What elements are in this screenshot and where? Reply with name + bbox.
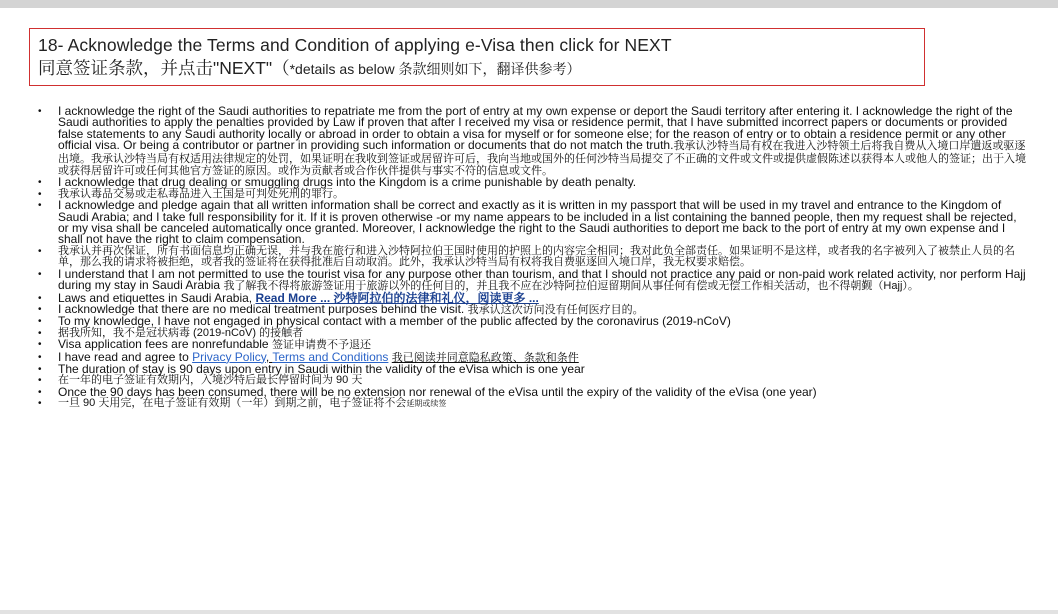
term-tourist-only-cn: 我了解我不得将旅游签证用于旅游以外的任何目的，并且我不应在沙特阿拉伯逗留期间从事任何有偿或无偿工作相关活动，也不得朝觐（Hajj）。	[223, 280, 919, 293]
step-title-box	[29, 28, 925, 86]
step-title-cn-main: 同意签证条款，并点击"NEXT"（	[38, 58, 290, 78]
term-fees-en: Visa application fees are nonrefundable	[58, 337, 269, 352]
term-agree-prefix: I have read and agree to	[58, 349, 193, 364]
term-extension-cn-small: 延期或续签	[406, 399, 447, 409]
term-fees-cn: 签证申请费不予退还	[271, 339, 371, 352]
terms-list	[38, 106, 1028, 410]
privacy-policy-link[interactable]: Privacy Policy	[192, 349, 266, 364]
term-repatriation	[38, 106, 1028, 177]
term-extension-cn	[38, 398, 1028, 409]
term-tourist-only	[38, 266, 1028, 293]
term-pledge-en: • I acknowledge and pledge again that all written information shall be correct and exactly as it is written in my passport that will be used in my travel and entrance to the Kingdom of Saudi Arabia; and I take full responsibility for it. If it is proven otherwise -or my name appears to be included in a list containing the banned people, then my request shall be rejected, or my visa shall be canceled automatically once granted. Moreover, I acknowledge the right to the Saudi authorities to deport me back to the port of entry at my own expense and I shall not have the right to claim compensation.	[38, 200, 1028, 246]
term-covid-en: • To my knowledge, I have not engaged in physical contact with a member of the public affected by the coronavirus (2019-nCoV)	[38, 316, 1028, 327]
step-title-cn	[38, 57, 924, 81]
top-band	[0, 0, 1058, 8]
bottom-band	[0, 610, 1058, 614]
term-extension-en: • Once the 90 days has been consumed, there will be no extension nor renewal of the eVisa until the expiry of the validity of the eVisa (one year)	[38, 387, 1028, 398]
term-duration-cn: • 在一年的电子签证有效期内，入境沙特后最长停留时间为 90 天	[38, 375, 1028, 386]
term-tourist-only-en: I understand that I am not permitted to use the tourist visa for any purpose other than tourism, and that I should not practice any paid or non-paid work related activity, nor perform Hajj during my stay in Saudi Arabia	[58, 266, 1026, 293]
term-medical-cn: 我承认这次访问没有任何医疗目的。	[467, 303, 644, 316]
term-drugs-cn: • 我承认毒品交易或走私毒品进入王国是可判处死刑的罪行。	[38, 189, 1028, 200]
term-extension-cn-main: 一旦 90 天用完，在电子签证有效期（一年）到期之前，电子签证将不会	[58, 397, 407, 410]
term-drugs-en: • I acknowledge that drug dealing or smuggling drugs into the Kingdom is a crime punishable by death penalty.	[38, 177, 1028, 188]
term-duration-en: • The duration of stay is 90 days upon entry in Saudi within the validity of the eVisa which is one year	[38, 364, 1028, 375]
term-laws-prefix: Laws and etiquettes in Saudi Arabia,	[58, 290, 256, 305]
term-repatriation-cn: 我承认沙特当局有权在我进入沙特领土后将我自费从入境口岸遣返或驱逐出境。我承认沙特当局有权适用法律规定的处罚，如果证明在我收到签证或居留许可后，我向当地或国外的任何沙特当局提交了不正确的文件或文件或提供虚假陈述以获得本人或他人的签证；出于入境或获得居留许可或任何其他官方签证的原因。或作为贡献者或合作伙伴提供与事实不符的信息或文件。	[58, 140, 1026, 178]
step-title-note: *details as below 条款细则如下，翻译供参考）	[289, 61, 581, 77]
term-pledge-cn: • 我承认并再次保证，所有书面信息均正确无误，并与我在旅行和进入沙特阿拉伯王国时使用的护照上的内容完全相同；我对此负全部责任。如果证明不是这样，或者我的名字被列入了被禁止人员的名单，那么我的请求将被拒绝，或者我的签证将在获得批准后自动取消。此外，我承认沙特当局有权将我自费驱逐回入境口岸，我无权要求赔偿。	[38, 246, 1028, 269]
step-title-en: 18- Acknowledge the Terms and Condition of applying e-Visa then click for NEXT	[38, 35, 672, 55]
term-repatriation-en: I acknowledge the right of the Saudi authorities to repatriate me from the port of entry at my own expense or deport the Saudi territory after entering it. I acknowledge the right of the Saudi authorities to apply the penalties provided by Law if proven that after I received my visa or residence permit, that I have submitted incorrect papers or documents or provided false statements to any Saudi authority locally or abroad in order to obtain a visa for myself or for someone else; for the reason of entry or to obtain a residence permit or any other official visa. Or being a contributor or partner in providing such information or documents that do not match the truth.	[58, 104, 1013, 153]
term-covid-cn: • 据我所知，我不是冠状病毒 (2019-nCoV) 的接触者	[38, 328, 1028, 339]
term-medical-en: I acknowledge that there are no medical treatment purposes behind the visit.	[58, 301, 465, 316]
terms-conditions-link[interactable]: Terms and Conditions	[272, 349, 389, 364]
term-agree-cn: 我已阅读并同意隐私政策、条款和条件	[391, 351, 579, 364]
term-agree-sep: ,	[265, 349, 273, 364]
read-more-link[interactable]: Read More ... 沙特阿拉伯的法律和礼仪，阅读更多 ...	[255, 290, 539, 305]
